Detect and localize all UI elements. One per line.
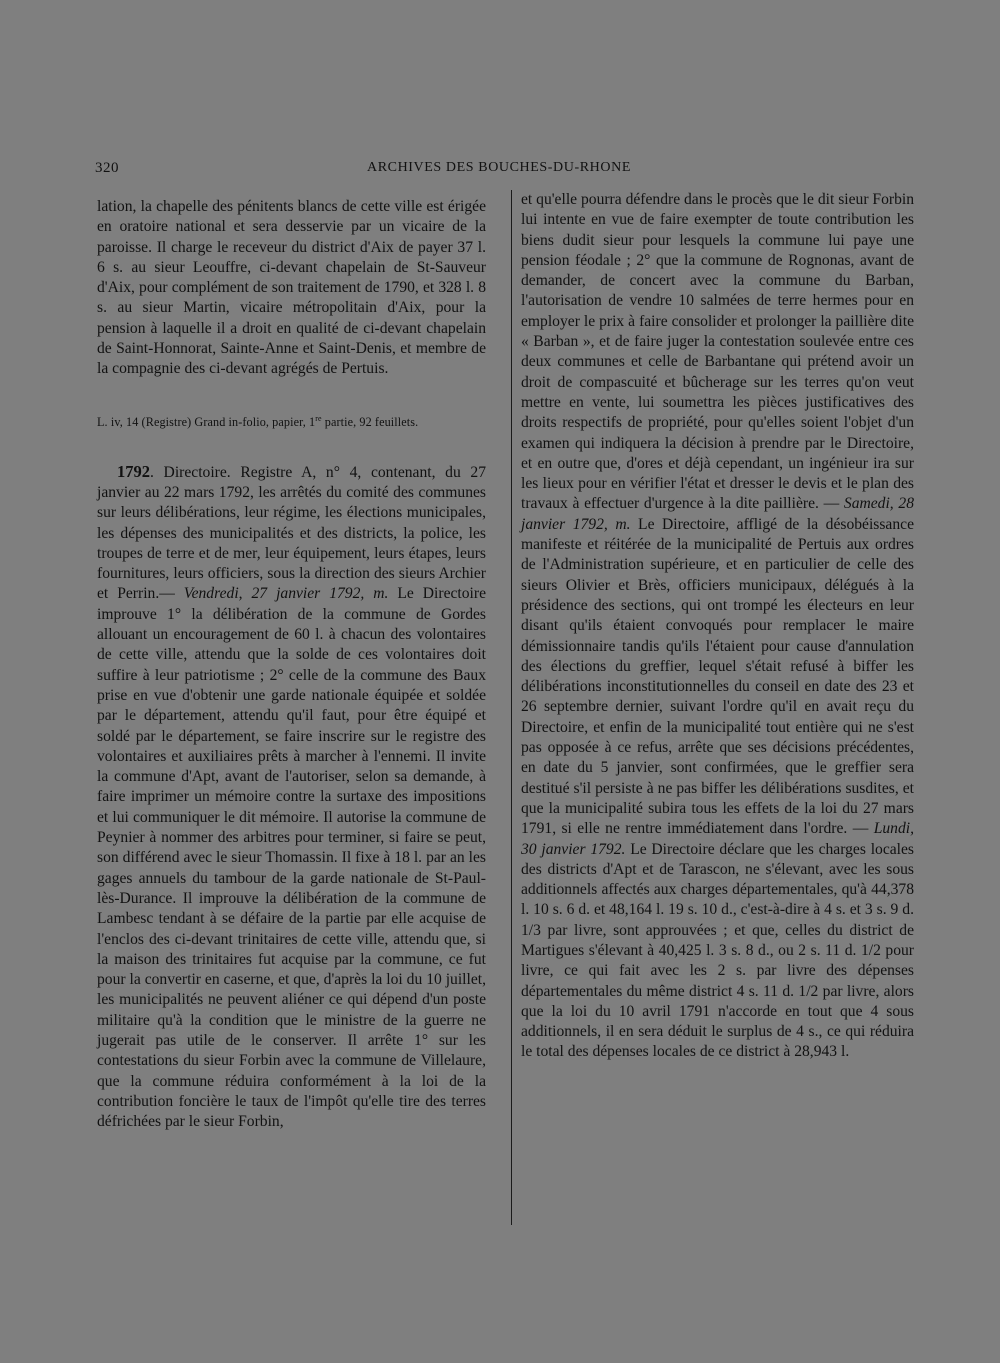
entry-date-samedi: Samedi, 28 janvier 1792, m.	[521, 495, 915, 533]
right-text-1: et qu'elle pourra défendre dans le procès que le dit sieur Forbin lui intente en vue de faire exempter de toute contribution les biens dudit sieur pour lesquels la commune lui paye une pension féodale ; 2° que la commune de Rognonas, avant de demander, de concert avec la commune du Barban, l'autorisation de vendre 10 salmées de terre hermes pour en employer le prix à faire consolider et prolonger la paillière dite « Barban », et de faire juger la contestation soulevée entre ces deux communes et celle de Barbantane qui prétend avoir un droit de compascuité et bûcherage sur les terres qu'on veut mettre en vente, lui soumettra les pièces justificatives des droits respectifs de propriété, pour qu'elles soient l'objet d'un examen qui indiquera la décision à prendre par le Directoire, et en outre que, d'ores et déjà cependant, un ingénieur ira sur les lieux pour en vérifier l'état et dresser le devis et le plan des travaux à effectuer d'urgence à la dite paillière. —	[521, 191, 914, 513]
continued-entry	[521, 190, 914, 1063]
right-text-3: Le Directoire déclare que les charges locales des districts d'Apt et de Tarascon, ne s'élevant, avec les sous additionnels affectés aux charges départementales, qu'à 44,378 l. 10 s. 6 d. et 48,164 l. 19 s. 10 d., c'est-à-dire à 4 s. et 3 s. 9 d. 1/3 par livre, sont approuvées ; et que, celles du district de Martigues s'élevant à 40,425 l. 3 s. 8 d., ou 2 s. 11 d. 1/2 pour livre, ce qui fait avec les 2 s. par livre des dépenses départementales du même district 4 s. 11 d. 1/2 par livre, alors que la loi du 10 avril 1791 n'accorde en tout que 4 sous additionnels, il en sera déduit le surplus de 4 s., ce qui réduira le total des dépenses locales de ce district à 28,943 l.	[521, 840, 914, 1061]
left-column	[97, 197, 486, 1132]
entry-text-intro: . Directoire. Registre A, n° 4, contenant, du 27 janvier au 22 mars 1792, les arrêtés du comité des communes sur leurs délibérations, leur régime, les élections municipales, les dépenses des municipalités et des districts, la police, les troupes de terre et de mer, leur équipement, leurs étapes, leurs fournitures, leurs officiers, sous la direction des sieurs Archier et Perrin.—	[97, 463, 486, 603]
right-text-2: Le Directoire, affligé de la désobéissance manifeste et réitérée de la municipalité de Pertuis aux ordres de l'Administration supérieure, et en particulier de celle des sieurs Olivier et Brès, officiers municipaux, délégués à la présidence des sections, qui ont trompé les électeurs en leur disant qu'ils étaient convoqués pour remplacer le maire démissionnaire tandis qu'ils l'étaient pour cause d'annulation des élections du greffier, lequel s'était refusé à biffer les délibérations inconstitutionnelles du conseil en date des 23 et 26 septembre dernier, suivant l'ordre qu'il en avait reçu du Directoire, et enfin de la municipalité tout entière qui ne s'est pas opposée à ce refus, arrête que ses décisions précédentes, en date du 5 janvier, sont confirmées, que le greffier sera destitué s'il persiste à ne pas biffer les délibérations susdites, et que la municipalité subira tous les effets de la loi du 27 mars 1791, si elle ne rentre immédiatement dans l'ordre. —	[521, 515, 914, 838]
running-title: ARCHIVES DES BOUCHES-DU-RHONE	[367, 160, 631, 175]
entry-text-body: Le Directoire improuve 1° la délibération de la commune de Gordes allouant un encouragement de 60 l. à chacun des volontaires de cette ville, attendu que la solde de ces volontaires doit suffire à leur patriotisme ; 2° celle de la commune des Baux prise en vue d'obtenir une garde nationale équipée et soldée par le département, attendu qu'il faut, pour être équipé et soldé par le département, se faire inscrire sur le registre des volontaires et auxiliaires prêts à marcher à l'ennemi. Il invite la commune d'Apt, avant de l'autoriser, selon sa demande, à faire imprimer un mémoire contre la surtaxe des impositions et lui communiquer le dit mémoire. Il autorise la commune de Peynier à nommer des arbitres pour terminer, si faire se peut, son différend avec le sieur Thomassin. Il fixe à 18 l. par an les gages annuels du tambour de la garde nationale de St-Paul-lès-Durance. Il improuve la délibération de la commune de Lambesc tendant à se défaire de la partie par elle acquise de l'enclos des ci-devant trinitaires de cette ville, attendu que, si la maison des trinitaires fut acquise par la commune, ce fut pour la convertir en caserne, et que, d'après la loi du 10 juillet, les municipalités ne peuvent aliéner ce qui dépend d'un poste militaire qu'à la condition que le ministre de la guerre ne jugerait pas utile de le conserver. Il arrête 1° sur les contestations du sieur Forbin avec la commune de Villelaure, que la commune réduira conformément à la loi de la contribution foncière le taux de l'impôt qu'elle tire des terres défrichées par le sieur Forbin,	[97, 585, 487, 1131]
reference-suffix: partie, 92 feuillets.	[321, 414, 419, 429]
entry-year: 1792	[117, 461, 150, 481]
page-number: 320	[95, 160, 119, 176]
reference-superscript: re	[315, 413, 322, 423]
register-entry	[97, 462, 486, 1133]
entry-date-lundi: Lundi, 30 janvier 1792.	[521, 820, 914, 858]
page-header	[95, 160, 645, 184]
reference-prefix: L. iv, 14 (Registre) Grand in-folio, papier, 1	[97, 414, 316, 429]
entry-date-vendredi: Vendredi, 27 janvier 1792, m.	[183, 585, 389, 603]
archival-reference	[97, 414, 486, 430]
continued-paragraph: lation, la chapelle des pénitents blancs de cette ville est érigée en oratoire national et sera desservie par un vicaire de la paroisse. Il charge le receveur du district d'Aix de payer 37 l. 6 s. au sieur Leouffre, ci-devant chapelain de St-Sauveur d'Aix, pour complément de son traitement de 1790, et 328 l. 8 s. au sieur Martin, vicaire métropolitain d'Aix, pour la pension à laquelle il a droit en qualité de ci-devant chapelain de Saint-Honnorat, Sainte-Anne et Saint-Denis, et membre de la compagnie des ci-devant agrégés de Pertuis.	[97, 198, 486, 378]
right-column	[521, 190, 914, 1063]
column-divider	[511, 190, 512, 1225]
